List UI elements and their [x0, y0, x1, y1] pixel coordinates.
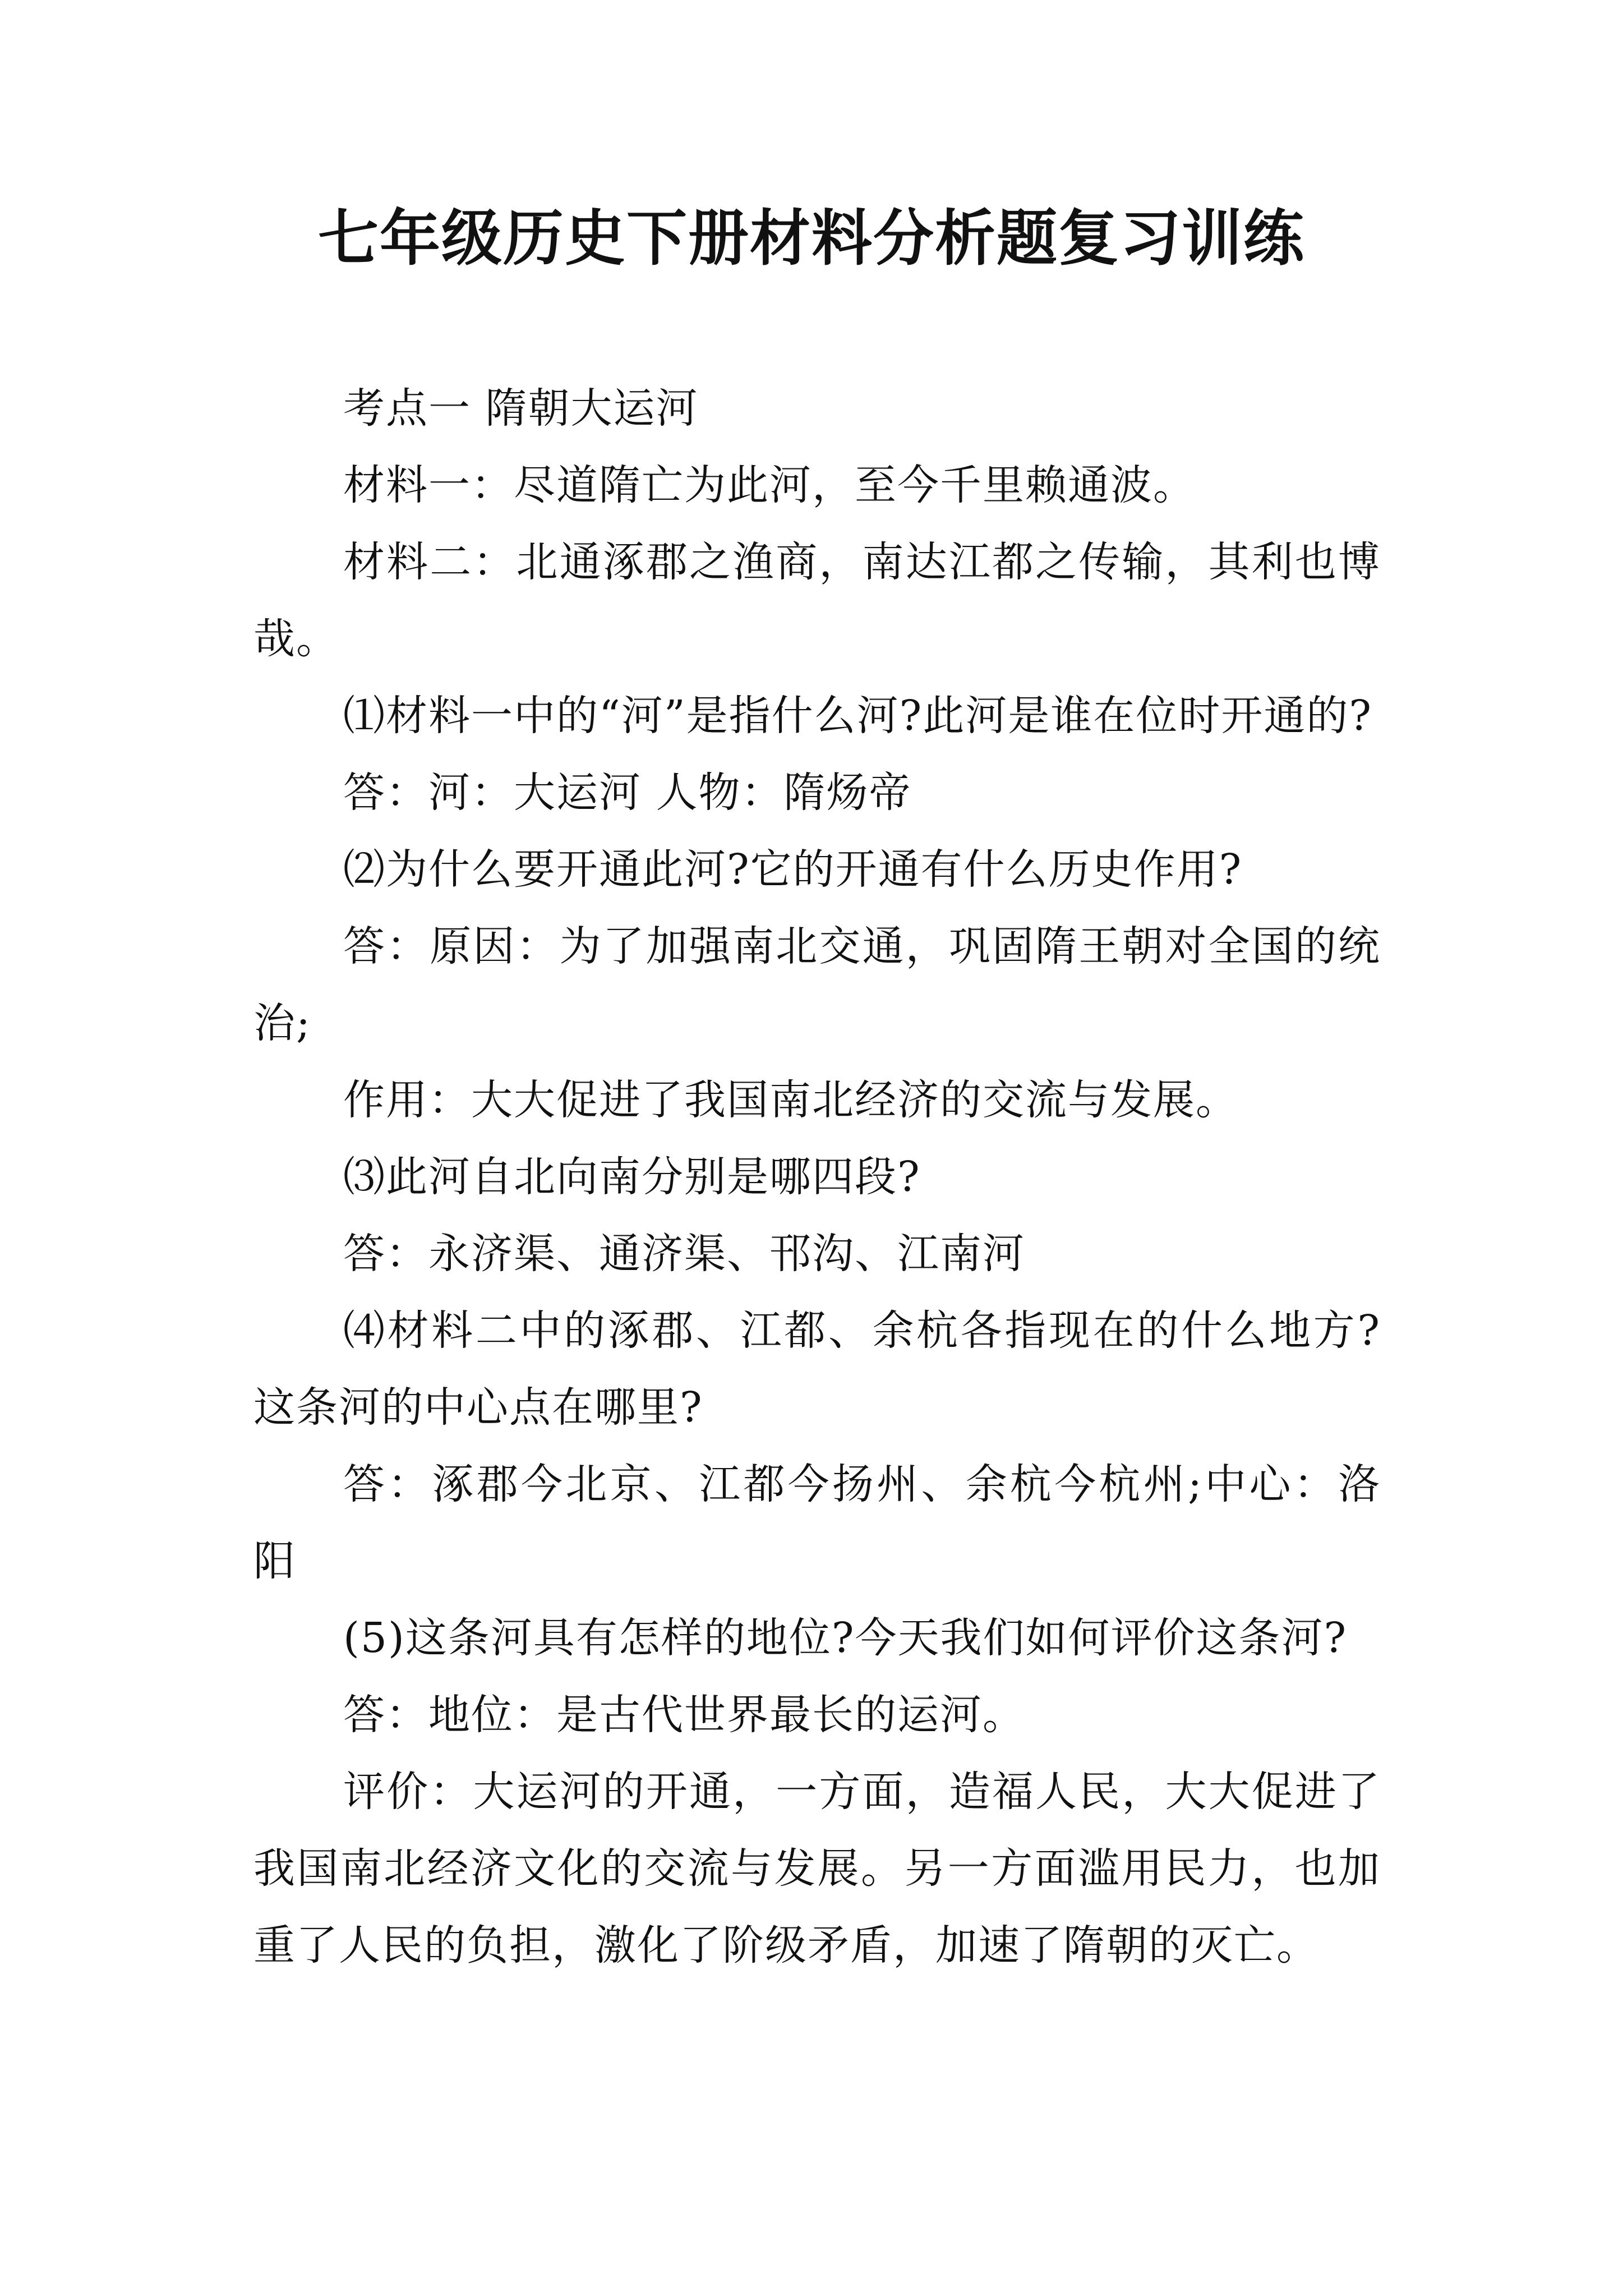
paragraph-question-5: (5)这条河具有怎样的地位?今天我们如何评价这条河?: [343, 1614, 1348, 1662]
paragraph-material-two: 材料二：北通涿郡之渔商，南达江都之传输，其利也博哉。: [253, 538, 1381, 663]
paragraph-question-2: ⑵为什么要开通此河?它的开通有什么历史作用?: [343, 845, 1243, 894]
paragraph-topic-heading: 考点一 隋朝大运河: [343, 384, 699, 432]
paragraph-question-1: ⑴材料一中的“河”是指什么河?此河是谁在位时开通的?: [343, 692, 1373, 740]
paragraph-answer-1: 答：河：大运河 人物：隋炀帝: [343, 769, 912, 817]
document-title: 七年级历史下册材料分析题复习训练: [317, 203, 1305, 274]
paragraph-answer-4: 答：涿郡今北京、江都今扬州、余杭今杭州;中心：洛阳: [253, 1460, 1381, 1585]
paragraph-answer-3: 答：永济渠、通济渠、邗沟、江南河: [343, 1230, 1025, 1278]
paragraph-question-3: ⑶此河自北向南分别是哪四段?: [343, 1153, 921, 1201]
paragraph-material-one: 材料一：尽道隋亡为此河，至今千里赖通波。: [343, 461, 1196, 509]
paragraph-answer-2-reason: 答：原因：为了加强南北交通，巩固隋王朝对全国的统治;: [253, 922, 1381, 1047]
document-body: [253, 370, 1381, 1984]
paragraph-answer-5-status: 答：地位：是古代世界最长的运河。: [343, 1691, 1025, 1739]
paragraph-answer-2-effect: 作用：大大促进了我国南北经济的交流与发展。: [343, 1076, 1238, 1124]
paragraph-answer-5-evaluation: 评价：大运河的开通，一方面，造福人民，大大促进了我国南北经济文化的交流与发展。另一方面滥用民力，也加重了人民的负担，激化了阶级矛盾，加速了隋朝的灭亡。: [253, 1768, 1381, 1970]
paragraph-question-4: ⑷材料二中的涿郡、江都、余杭各指现在的什么地方?这条河的中心点在哪里?: [253, 1306, 1381, 1432]
